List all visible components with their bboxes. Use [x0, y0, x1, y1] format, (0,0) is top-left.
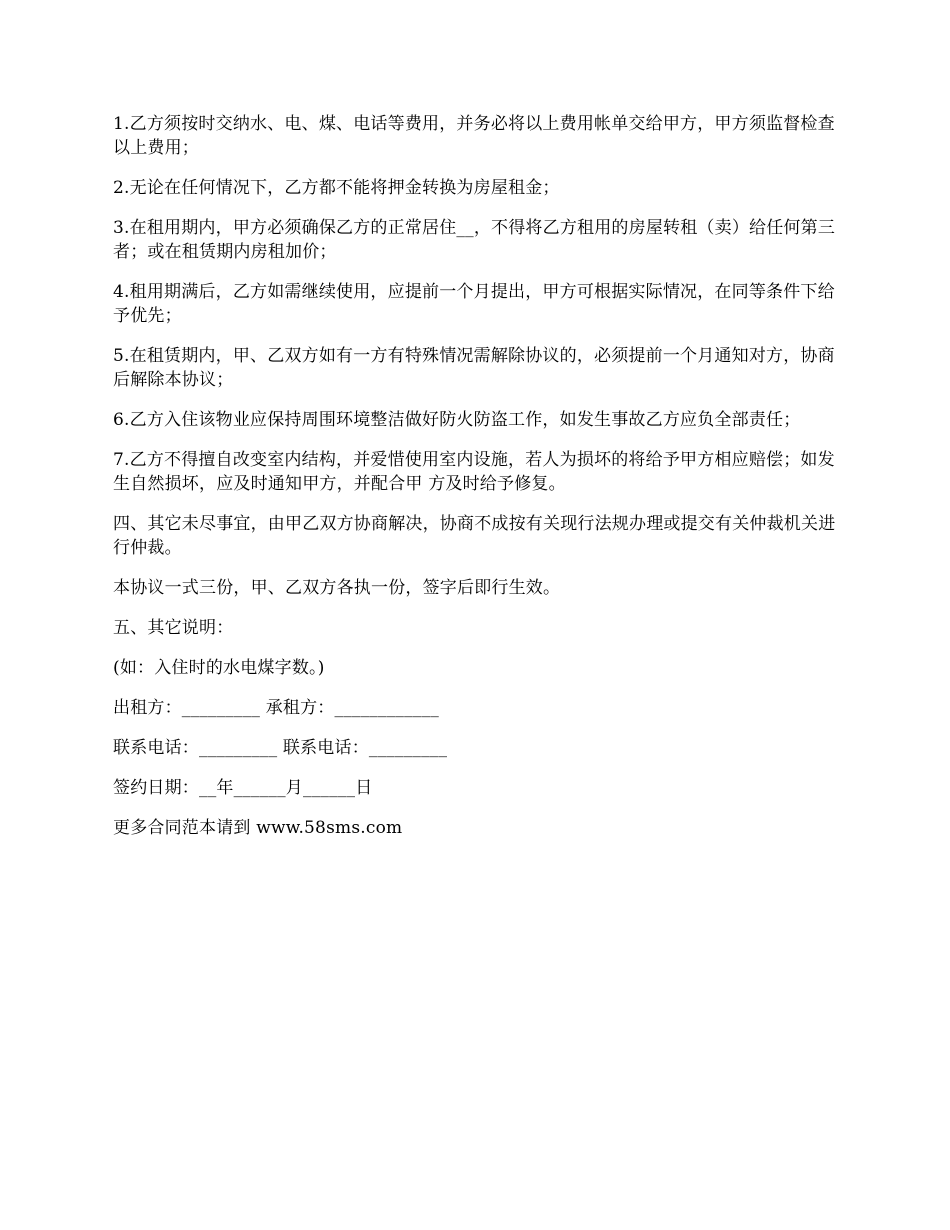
section-five-heading: 五、其它说明：	[113, 618, 234, 638]
clause-7: 7.乙方不得擅自改变室内结构，并爱惜使用室内设施，若人为损坏的将给予甲方相应赔偿；如发生自然损坏，应及时通知甲方，并配合甲 方及时给予修复。	[113, 450, 835, 494]
section-four: 四、其它未尽事宜，由甲乙双方协商解决，协商不成按有关现行法规办理或提交有关仲裁机关进行仲裁。	[113, 514, 836, 558]
signing-date-line: 签约日期：__年______月______日	[113, 778, 373, 798]
clause-2: 2.无论在任何情况下，乙方都不能将押金转换为房屋租金；	[113, 178, 560, 198]
copies-statement: 本协议一式三份，甲、乙双方各执一份，签字后即行生效。	[113, 578, 561, 598]
clause-4: 4.租用期满后，乙方如需继续使用，应提前一个月提出，甲方可根据实际情况，在同等条件下给予优先；	[113, 282, 835, 326]
document-body	[113, 112, 843, 856]
section-five-note: (如：入住时的水电煤字数。)	[113, 658, 325, 678]
signatory-line: 出租方：_________ 承租方：____________	[113, 698, 439, 718]
clause-5: 5.在租赁期内，甲、乙双方如有一方有特殊情况需解除协议的，必须提前一个月通知对方，协商后解除本协议；	[113, 346, 835, 390]
clause-6: 6.乙方入住该物业应保持周围环境整洁做好防火防盗工作，如发生事故乙方应负全部责任；	[113, 410, 801, 430]
clause-3: 3.在租用期内，甲方必须确保乙方的正常居住__，不得将乙方租用的房屋转租（卖）给任何第三者；或在租赁期内房租加价；	[113, 218, 836, 262]
footer-website-note: 更多合同范本请到 www.58sms.com	[113, 818, 403, 838]
clause-1: 1.乙方须按时交纳水、电、煤、电话等费用，并务必将以上费用帐单交给甲方，甲方须监督检查以上费用；	[113, 114, 835, 158]
contact-phone-line: 联系电话：_________ 联系电话：_________	[113, 738, 448, 758]
